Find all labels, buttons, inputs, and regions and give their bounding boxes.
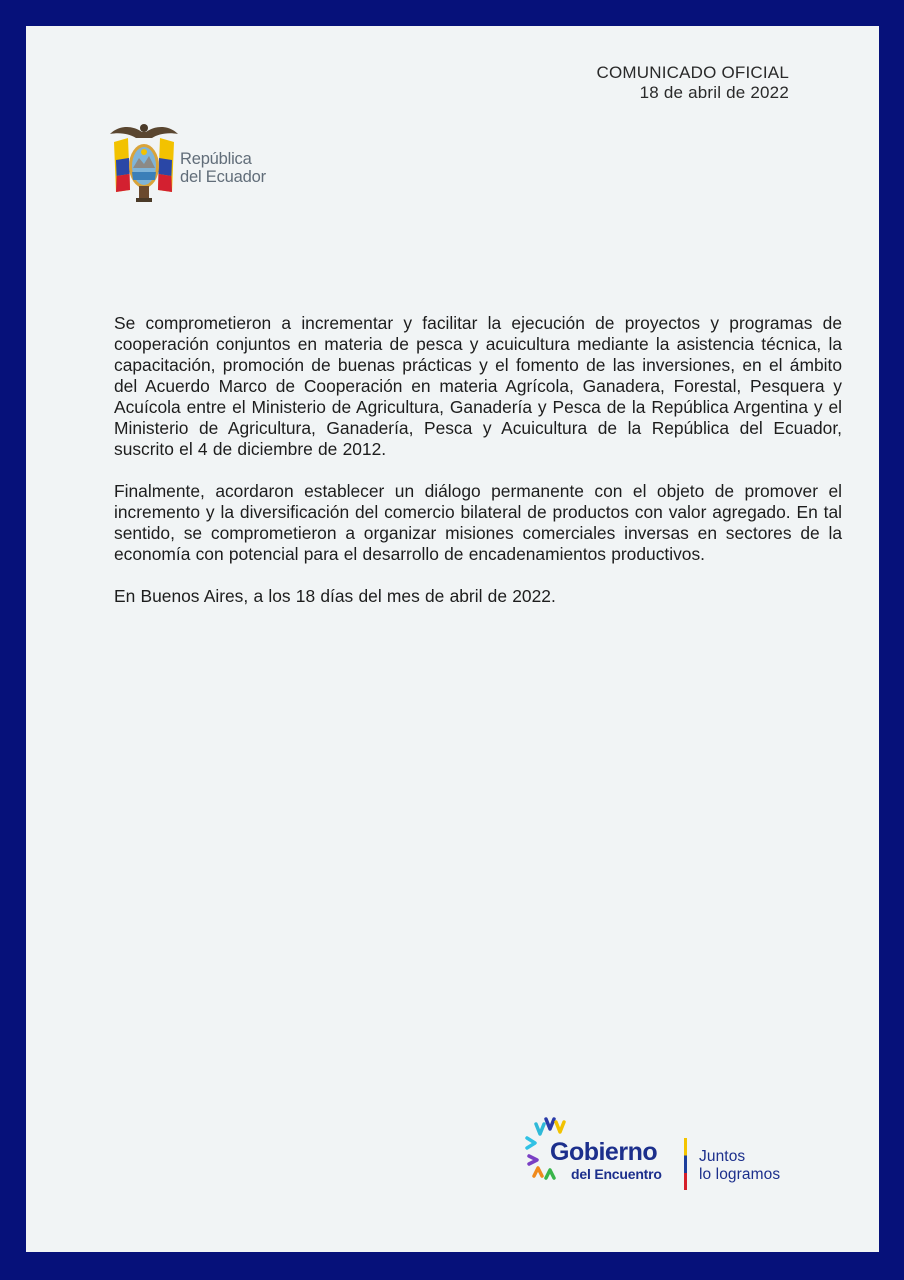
communique-body	[114, 313, 842, 628]
seal-caption-line1: República	[180, 150, 252, 168]
communique-date: 18 de abril de 2022	[639, 83, 789, 102]
slogan-line1: Juntos	[699, 1148, 746, 1165]
seal-caption-line2: del Ecuador	[180, 168, 266, 186]
brand-name: Gobierno	[550, 1138, 658, 1166]
slogan-line2: lo logramos	[699, 1166, 781, 1183]
brand-subtitle: del Encuentro	[571, 1166, 662, 1182]
document-page	[26, 26, 879, 1252]
seal-caption	[180, 150, 266, 186]
body-paragraph: Finalmente, acordaron establecer un diálogo permanente con el objeto de promover el incremento y la diversificación del comercio bilateral de productos con valor agregado. En tal sentido, se comprometieron a organizar misiones comerciales inversas en sectores de la economía con potencial para el desarrollo de encadenamientos productivos.	[114, 481, 842, 564]
body-paragraph: Se comprometieron a incrementar y facilitar la ejecución de proyectos y programas de cooperación conjuntos en materia de pesca y acuicultura mediante la asistencia técnica, la capacitación, promoción de buenas prácticas y el fomento de las inversiones, en el ámbito del Acuerdo Marco de Cooperación en materia Agrícola, Ganadera, Forestal, Pesquera y Acuícola entre el Ministerio de Agricultura, Ganadería y Pesca de la República Argentina y el Ministerio de Agricultura, Ganadería, Pesca y Acuicultura de la República del Ecuador, suscrito el 4 de diciembre de 2012.	[114, 313, 842, 459]
slogan	[699, 1148, 780, 1184]
gobierno-del-encuentro-logo	[524, 1114, 824, 1196]
header-block	[596, 63, 789, 103]
body-paragraph: En Buenos Aires, a los 18 días del mes de abril de 2022.	[114, 586, 556, 606]
communique-label: COMUNICADO OFICIAL	[596, 63, 789, 82]
ecuador-coat-of-arms-icon	[106, 120, 182, 206]
tricolor-divider	[684, 1138, 687, 1190]
